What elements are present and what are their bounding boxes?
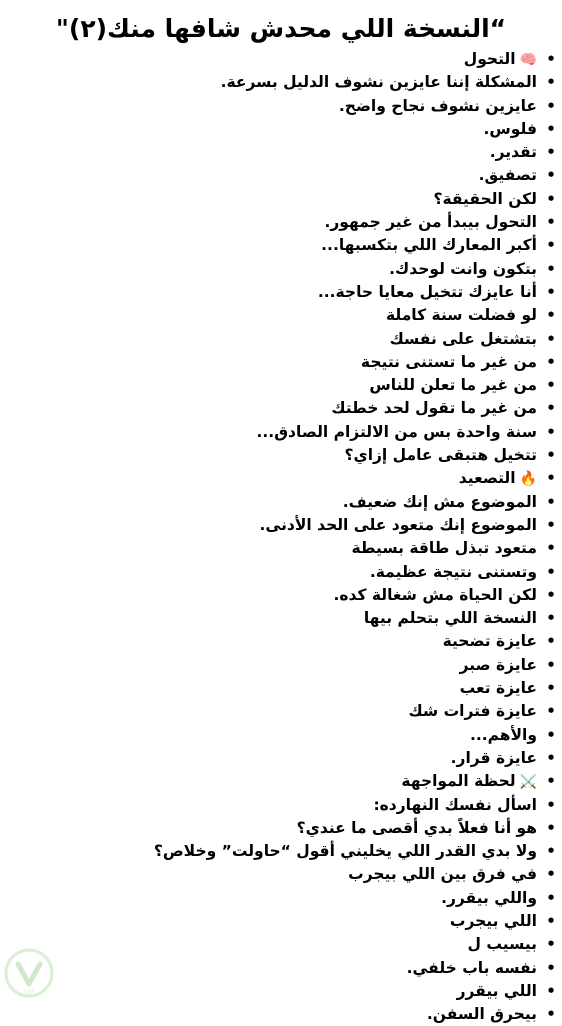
- bullet-icon: •: [546, 166, 556, 185]
- list-item-text: اللي بيجرب: [449, 911, 537, 930]
- list-item-text: في فرق بين اللي بيجرب: [348, 865, 537, 884]
- list-item: [0, 421, 562, 444]
- section-emoji-icon: 🧠: [519, 52, 537, 68]
- list-item: [0, 467, 562, 490]
- list-item-text: هو أنا فعلاً بدي أقصى ما عندي؟: [296, 818, 537, 837]
- list-item-text: الموضوع مش إنك ضعيف.: [342, 492, 537, 511]
- list-item-text: لكن الحقيقة؟: [433, 189, 537, 208]
- list-item-text: تقدير.: [489, 143, 537, 162]
- list-item-text: تتخيل هتبقى عامل إزاي؟: [344, 446, 537, 465]
- bullet-icon: •: [546, 981, 556, 1000]
- list-item: [0, 747, 562, 770]
- list-item-text: من غير ما تقول لحد خطتك: [331, 399, 537, 418]
- list-item: [0, 584, 562, 607]
- list-item: [0, 351, 562, 374]
- list-item-text: بتشتغل على نفسك: [389, 329, 537, 348]
- list-item-text: بيسيب ل: [467, 935, 537, 954]
- list-item-text: بتكون وانت لوحدك.: [389, 259, 537, 278]
- list-item-text: عايزة تعب: [459, 679, 537, 698]
- list-item: [0, 397, 562, 420]
- list-item-text: المشكلة إننا عايزين نشوف الدليل بسرعة.: [220, 73, 537, 92]
- bullet-icon: •: [546, 772, 556, 791]
- list-item-text: وتستنى نتيجة عظيمة.: [369, 562, 537, 581]
- bullet-icon: •: [546, 632, 556, 651]
- list-item-text: عايزة تضحية: [442, 632, 537, 651]
- bullet-list: [0, 48, 562, 1026]
- list-item: [0, 537, 562, 560]
- watermark-logo: [4, 948, 54, 998]
- watermark-logo-text: yes: [23, 988, 35, 995]
- bullet-icon: •: [546, 539, 556, 558]
- bullet-icon: •: [546, 865, 556, 884]
- list-item: [0, 910, 562, 933]
- bullet-icon: •: [546, 702, 556, 721]
- bullet-icon: •: [546, 888, 556, 907]
- list-item: [0, 840, 562, 863]
- list-item: [0, 770, 562, 793]
- list-item: [0, 1003, 562, 1026]
- list-item: [0, 234, 562, 257]
- bullet-icon: •: [546, 422, 556, 441]
- list-item: [0, 95, 562, 118]
- list-item: [0, 141, 562, 164]
- bullet-icon: •: [546, 73, 556, 92]
- bullet-icon: •: [546, 96, 556, 115]
- list-item-text: والأهم...: [469, 725, 537, 744]
- list-item: [0, 444, 562, 467]
- bullet-icon: •: [546, 306, 556, 325]
- list-item-text: أنا عايزك تتخيل معايا حاجة...: [317, 282, 537, 301]
- list-item: [0, 281, 562, 304]
- bullet-icon: •: [546, 795, 556, 814]
- list-item: [0, 677, 562, 700]
- list-item: [0, 71, 562, 94]
- list-item: [0, 700, 562, 723]
- bullet-icon: •: [546, 352, 556, 371]
- list-item-text: عايزة فترات شك: [408, 702, 537, 721]
- list-item-text: متعود تبذل طاقة بسيطة: [351, 539, 537, 558]
- list-item: [0, 863, 562, 886]
- section-emoji-icon: 🔥: [519, 471, 537, 488]
- bullet-icon: •: [546, 236, 556, 255]
- list-item-text: من غير ما تعلن للناس: [369, 376, 537, 395]
- list-item: [0, 374, 562, 397]
- bullet-icon: •: [546, 399, 556, 418]
- bullet-icon: •: [546, 446, 556, 465]
- list-item-text: فلوس.: [483, 119, 537, 138]
- bullet-icon: •: [546, 189, 556, 208]
- document-title: “النسخة اللي محدش شافها منك(٢)": [55, 14, 507, 43]
- list-item: [0, 514, 562, 537]
- list-item: [0, 118, 562, 141]
- list-item-text: النسخة اللي بتحلم بيها: [363, 609, 537, 628]
- list-item: [0, 607, 562, 630]
- list-item-text: بيحرق السفن.: [426, 1005, 537, 1024]
- list-item: [0, 328, 562, 351]
- bullet-icon: •: [546, 935, 556, 954]
- list-item-text: التحول: [463, 50, 516, 68]
- bullet-icon: •: [546, 679, 556, 698]
- list-item-text: سنة واحدة بس من الالتزام الصادق...: [256, 422, 537, 441]
- list-item: [0, 887, 562, 910]
- list-item-text: لكن الحياة مش شغالة كده.: [333, 585, 537, 604]
- bullet-icon: •: [546, 562, 556, 581]
- bullet-icon: •: [546, 725, 556, 744]
- list-item: [0, 164, 562, 187]
- list-item-text: ولا بدي القدر اللي يخليني أقول “حاولت” وخلاص؟: [153, 842, 537, 861]
- list-item-text: عايزة قرار.: [450, 748, 537, 767]
- list-item-text: واللي بيقرر.: [441, 888, 537, 907]
- list-item-text: الموضوع إنك متعود على الحد الأدنى.: [259, 515, 537, 534]
- list-item-text: عايزة صبر: [459, 655, 537, 674]
- bullet-icon: •: [546, 282, 556, 301]
- bullet-icon: •: [546, 213, 556, 232]
- bullet-icon: •: [546, 515, 556, 534]
- bullet-icon: •: [546, 818, 556, 837]
- bullet-icon: •: [546, 958, 556, 977]
- list-item: [0, 957, 562, 980]
- bullet-icon: •: [546, 50, 556, 68]
- list-item-text: من غير ما تستنى نتيجة: [360, 352, 537, 371]
- list-item-text: التصعيد: [458, 469, 516, 488]
- list-item-text: لحظة المواجهة: [401, 772, 516, 791]
- list-item-text: اسأل نفسك النهارده:: [373, 795, 537, 814]
- bullet-icon: •: [546, 748, 556, 767]
- list-item: [0, 817, 562, 840]
- list-item-text: اللي بيقرر: [456, 981, 537, 1000]
- list-item: [0, 48, 562, 71]
- list-item: [0, 724, 562, 747]
- bullet-icon: •: [546, 259, 556, 278]
- list-item: [0, 304, 562, 327]
- bullet-icon: •: [546, 469, 556, 488]
- section-emoji-icon: ⚔️: [519, 774, 537, 791]
- list-item: [0, 258, 562, 281]
- bullet-icon: •: [546, 842, 556, 861]
- list-item: [0, 630, 562, 653]
- list-item: [0, 491, 562, 514]
- list-item: [0, 654, 562, 677]
- bullet-icon: •: [546, 143, 556, 162]
- bullet-icon: •: [546, 585, 556, 604]
- list-item: [0, 933, 562, 956]
- bullet-icon: •: [546, 655, 556, 674]
- list-item-text: لو فضلت سنة كاملة: [385, 306, 537, 325]
- list-item-text: تصفيق.: [478, 166, 537, 185]
- bullet-icon: •: [546, 911, 556, 930]
- bullet-icon: •: [546, 329, 556, 348]
- bullet-icon: •: [546, 376, 556, 395]
- list-item: [0, 794, 562, 817]
- bullet-icon: •: [546, 119, 556, 138]
- bullet-icon: •: [546, 609, 556, 628]
- bullet-icon: •: [546, 492, 556, 511]
- bullet-icon: •: [546, 1005, 556, 1024]
- list-item: [0, 561, 562, 584]
- list-item-text: عايزين نشوف نجاح واضح.: [338, 96, 537, 115]
- list-item: [0, 188, 562, 211]
- list-item: [0, 211, 562, 234]
- list-item-text: أكبر المعارك اللي بتكسبها...: [321, 236, 537, 255]
- list-item-text: التحول بيبدأ من غير جمهور.: [324, 213, 537, 232]
- list-item-text: نفسه باب خلفي.: [406, 958, 537, 977]
